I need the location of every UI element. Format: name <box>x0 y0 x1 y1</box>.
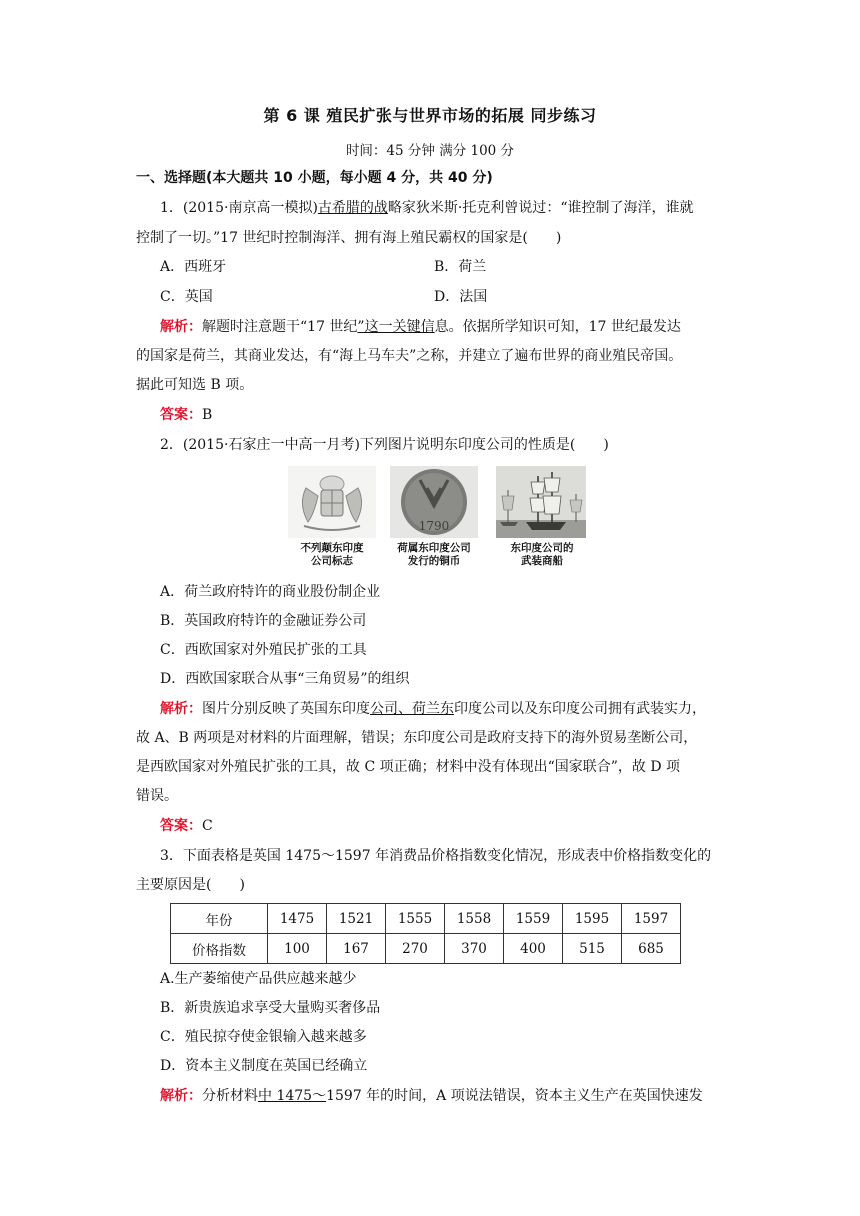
q1-stem-line1 <box>160 198 760 218</box>
q3-option-c[interactable]: C．殖民掠夺使金银输入越来越多 <box>160 1029 367 1045</box>
q3-analysis-underlined: 中 1475～ <box>258 1088 327 1104</box>
analysis-label: 解析： <box>160 319 202 335</box>
q1-quote: 略家狄米斯·托克利曾说过：“谁控制了海洋，谁就 <box>387 200 694 216</box>
q1-analysis-line2: 的国家是荷兰，其商业发达，有“海上马车夫”之称，并建立了遍布世界的商业殖民帝国。 <box>136 348 683 364</box>
table-cell: 100 <box>268 934 327 964</box>
table-header-index: 价格指数 <box>171 934 268 964</box>
q2-figures <box>286 466 586 576</box>
q1-underlined: 古希腊的战 <box>317 200 388 216</box>
q1-analysis-line3: 据此可知选 B 项。 <box>136 377 254 393</box>
analysis-label: 解析： <box>160 1088 202 1104</box>
q1-analysis-text: 解题时注意题干“17 世纪 <box>202 319 358 335</box>
table-cell: 400 <box>504 934 563 964</box>
q2-analysis-text2: 印度公司以及东印度公司拥有武装实力， <box>454 701 706 717</box>
table-cell: 515 <box>563 934 622 964</box>
price-index-table <box>170 903 681 964</box>
page-title: 第 6 课 殖民扩张与世界市场的拓展 同步练习 <box>263 106 597 125</box>
figure-caption-3 <box>496 542 588 568</box>
q1-option-b[interactable]: B．荷兰 <box>434 259 487 275</box>
table-cell: 167 <box>327 934 386 964</box>
table-row-indices <box>171 934 681 964</box>
figure-caption-1 <box>286 542 378 568</box>
caption-2-line2: 发行的铜币 <box>407 555 461 567</box>
q2-stem: 2．(2015·石家庄一中高一月考)下列图片说明东印度公司的性质是( ) <box>160 437 609 453</box>
table-cell: 1558 <box>445 904 504 934</box>
q1-analysis-line1 <box>160 317 760 337</box>
caption-1-line2: 公司标志 <box>311 555 353 567</box>
answer-label: 答案： <box>160 818 202 834</box>
q1-option-a[interactable]: A．西班牙 <box>160 259 227 275</box>
armed-merchant-ship-image <box>496 466 586 538</box>
q2-option-b[interactable]: B．英国政府特许的金融证券公司 <box>160 613 367 629</box>
table-cell: 685 <box>622 934 681 964</box>
q1-answer-value: B <box>202 407 213 423</box>
q2-analysis-line1 <box>160 699 760 719</box>
q1-answer <box>160 405 760 425</box>
caption-2-line1: 荷属东印度公司 <box>397 542 471 554</box>
q2-answer <box>160 816 760 836</box>
q2-option-a[interactable]: A．荷兰政府特许的商业股份制企业 <box>160 584 381 600</box>
table-cell: 1475 <box>268 904 327 934</box>
q1-stem-line2: 控制了一切。”17 世纪时控制海洋、拥有海上殖民霸权的国家是( ) <box>136 230 562 246</box>
east-india-company-logo-image <box>288 466 376 538</box>
q2-option-d[interactable]: D．西欧国家联合从事“三角贸易”的组织 <box>160 671 410 687</box>
exam-info: 时间：45 分钟 满分 100 分 <box>345 143 515 159</box>
q3-option-b[interactable]: B．新贵族追求享受大量购买奢侈品 <box>160 1000 381 1016</box>
table-header-year: 年份 <box>171 904 268 934</box>
coin-date: 1790 <box>418 519 450 533</box>
q1-source: 1．(2015·南京高一模拟) <box>160 200 318 216</box>
q2-answer-value: C <box>202 818 213 834</box>
caption-1-line1: 不列颠东印度 <box>300 542 364 554</box>
q1-option-d[interactable]: D．法国 <box>434 289 488 305</box>
table-cell: 1595 <box>563 904 622 934</box>
q3-analysis-text: 分析材料 <box>202 1088 258 1104</box>
section-heading: 一、选择题(本大题共 10 小题，每小题 4 分，共 40 分) <box>136 170 493 186</box>
q1-analysis-text2: 息。依据所学知识可知，17 世纪最发达 <box>434 319 681 335</box>
q3-stem-line1: 3．下面表格是英国 1475～1597 年消费品价格指数变化情况，形成表中价格指数变化的 <box>160 848 712 864</box>
q3-stem-line2: 主要原因是( ) <box>136 877 245 893</box>
caption-3-line1: 东印度公司的 <box>510 542 574 554</box>
q2-analysis-line4: 错误。 <box>136 788 178 804</box>
table-cell: 1559 <box>504 904 563 934</box>
table-cell: 370 <box>445 934 504 964</box>
q2-analysis-line2: 故 A、B 两项是对材料的片面理解，错误；东印度公司是政府支持下的海外贸易垄断公司， <box>136 730 698 746</box>
copper-coin-image <box>390 466 478 538</box>
q1-analysis-underlined: ”这一关键信 <box>357 319 435 335</box>
table-cell: 1555 <box>386 904 445 934</box>
q3-analysis-line1 <box>160 1086 760 1106</box>
q3-option-a[interactable]: A.生产萎缩使产品供应越来越少 <box>160 971 357 987</box>
q2-analysis-line3: 是西欧国家对外殖民扩张的工具，故 C 项正确；材料中没有体现出“国家联合”，故 D 项 <box>136 759 681 775</box>
table-row-years <box>171 904 681 934</box>
q3-option-d[interactable]: D．资本主义制度在英国已经确立 <box>160 1058 368 1074</box>
q2-analysis-text: 图片分别反映了英国东印度 <box>202 701 370 717</box>
q3-analysis-text2: 1597 年的时间，A 项说法错误，资本主义生产在英国快速发 <box>326 1088 703 1104</box>
analysis-label: 解析： <box>160 701 202 717</box>
q2-analysis-underlined: 公司、荷兰东 <box>370 701 454 717</box>
table-cell: 1597 <box>622 904 681 934</box>
answer-label: 答案： <box>160 407 202 423</box>
figure-caption-2 <box>384 542 484 568</box>
table-cell: 1521 <box>327 904 386 934</box>
table-cell: 270 <box>386 934 445 964</box>
q2-option-c[interactable]: C．西欧国家对外殖民扩张的工具 <box>160 642 367 658</box>
caption-3-line2: 武装商船 <box>521 555 563 567</box>
q1-option-c[interactable]: C．英国 <box>160 289 213 305</box>
